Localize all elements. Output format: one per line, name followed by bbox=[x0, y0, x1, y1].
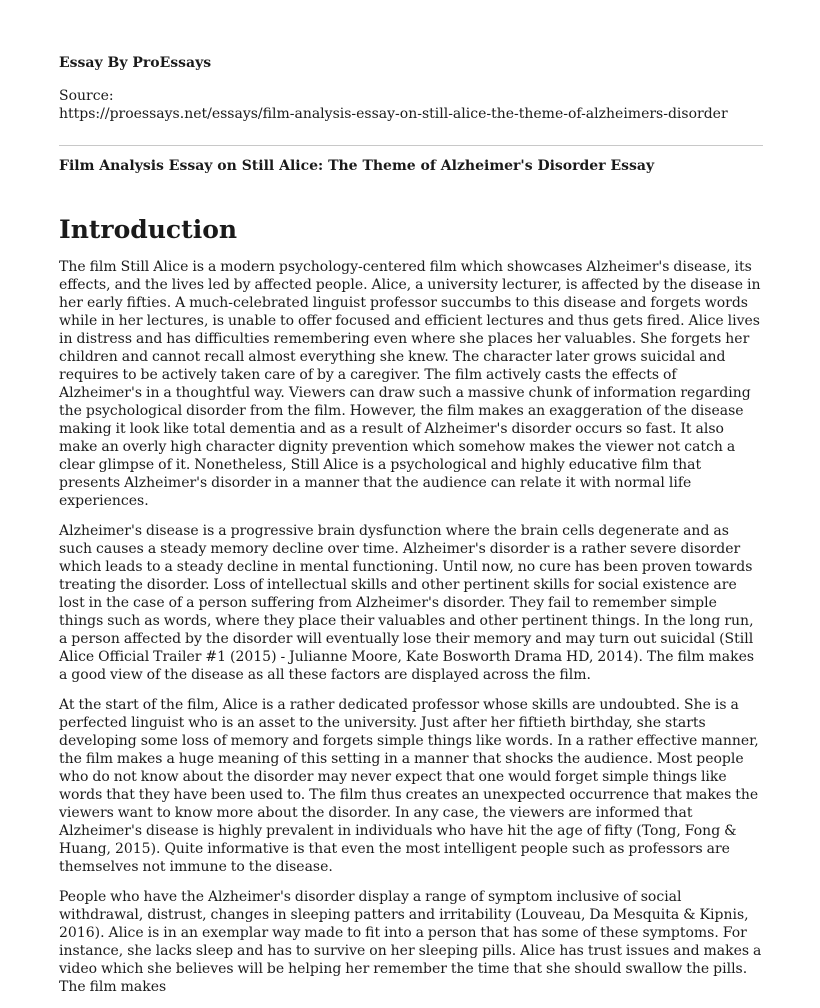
source-url[interactable]: https://proessays.net/essays/film-analysis-essay-on-still-alice-the-theme-of-alzheimers-disorder bbox=[59, 106, 728, 122]
paragraph: At the start of the film, Alice is a rather dedicated professor whose skills are undoubted. She is a perfected linguist who is an asset to the university. Just after her fiftieth birthday, she starts developing some loss of memory and forgets simple things like words. In a rather effective manner, the film makes a huge meaning of this setting in a manner that shocks the audience. Most people who do not know about the disorder may never expect that one would forget simple things like words that they have been used to. The film thus creates an unexpected occurrence that makes the viewers want to know more about the disorder. In any case, the viewers are informed that Alzheimer's disease is highly prevalent in individuals who have hit the age of fifty (Tong, Fong & Huang, 2015). Quite informative is that even the most intelligent people such as professors are themselves not immune to the disease. bbox=[59, 697, 759, 875]
paragraph: Alzheimer's disease is a progressive brain dysfunction where the brain cells degenerate and as such causes a steady memory decline over time. Alzheimer's disorder is a rather severe disorder which leads to a steady decline in mental functioning. Until now, no cure has been proven towards treating the disorder. Loss of intellectual skills and other pertinent skills for social existence are lost in the case of a person suffering from Alzheimer's disorder. They fail to remember simple things such as words, where they place their valuables and other pertinent things. In the long run, a person affected by the disorder will eventually lose their memory and may turn out suicidal (Still Alice Official Trailer #1 (2015) - Julianne Moore, Kate Bosworth Drama HD, 2014). The film makes a good view of the disease as all these factors are displayed across the film. bbox=[59, 523, 755, 683]
paragraph: People who have the Alzheimer's disorder display a range of symptom inclusive of social withdrawal, distrust, changes in sleeping patters and irritability (Louveau, Da Mesquita & Kipnis, 2016). Alice is in an exemplar way made to fit into a person that has some of these symptoms. For instance, she lacks sleep and has to survive on her sleeping pills. Alice has trust issues and makes a video which she believes will be helping her remember the time that she should swallow the pills. The film makes bbox=[59, 889, 762, 995]
essay-title: Film Analysis Essay on Still Alice: The Theme of Alzheimer's Disorder Essay bbox=[59, 158, 655, 174]
essay-body bbox=[59, 258, 763, 1008]
section-heading: Introduction bbox=[59, 215, 238, 244]
source-label: Source: bbox=[59, 88, 114, 104]
divider bbox=[59, 145, 763, 146]
brand-line: Essay By ProEssays bbox=[59, 55, 212, 71]
paragraph: The film Still Alice is a modern psychology-centered film which showcases Alzheimer's disease, its effects, and the lives led by affected people. Alice, a university lecturer, is affected by the disease in her early fifties. A much-celebrated linguist professor succumbs to this disease and forgets words while in her lectures, is unable to offer focused and efficient lectures and thus gets fired. Alice lives in distress and has difficulties remembering even where she places her valuables. She forgets her children and cannot recall almost everything she knew. The character later grows suicidal and requires to be actively taken care of by a caregiver. The film actively casts the effects of Alzheimer's in a thoughtful way. Viewers can draw such a massive chunk of information regarding the psychological disorder from the film. However, the film makes an exaggeration of the disease making it look like total dementia and as a result of Alzheimer's disorder occurs so fast. It also make an overly high character dignity prevention which somehow makes the viewer not catch a clear glimpse of it. Nonetheless, Still Alice is a psychological and highly educative film that presents Alzheimer's disorder in a manner that the audience can relate it with normal life experiences. bbox=[59, 259, 761, 509]
